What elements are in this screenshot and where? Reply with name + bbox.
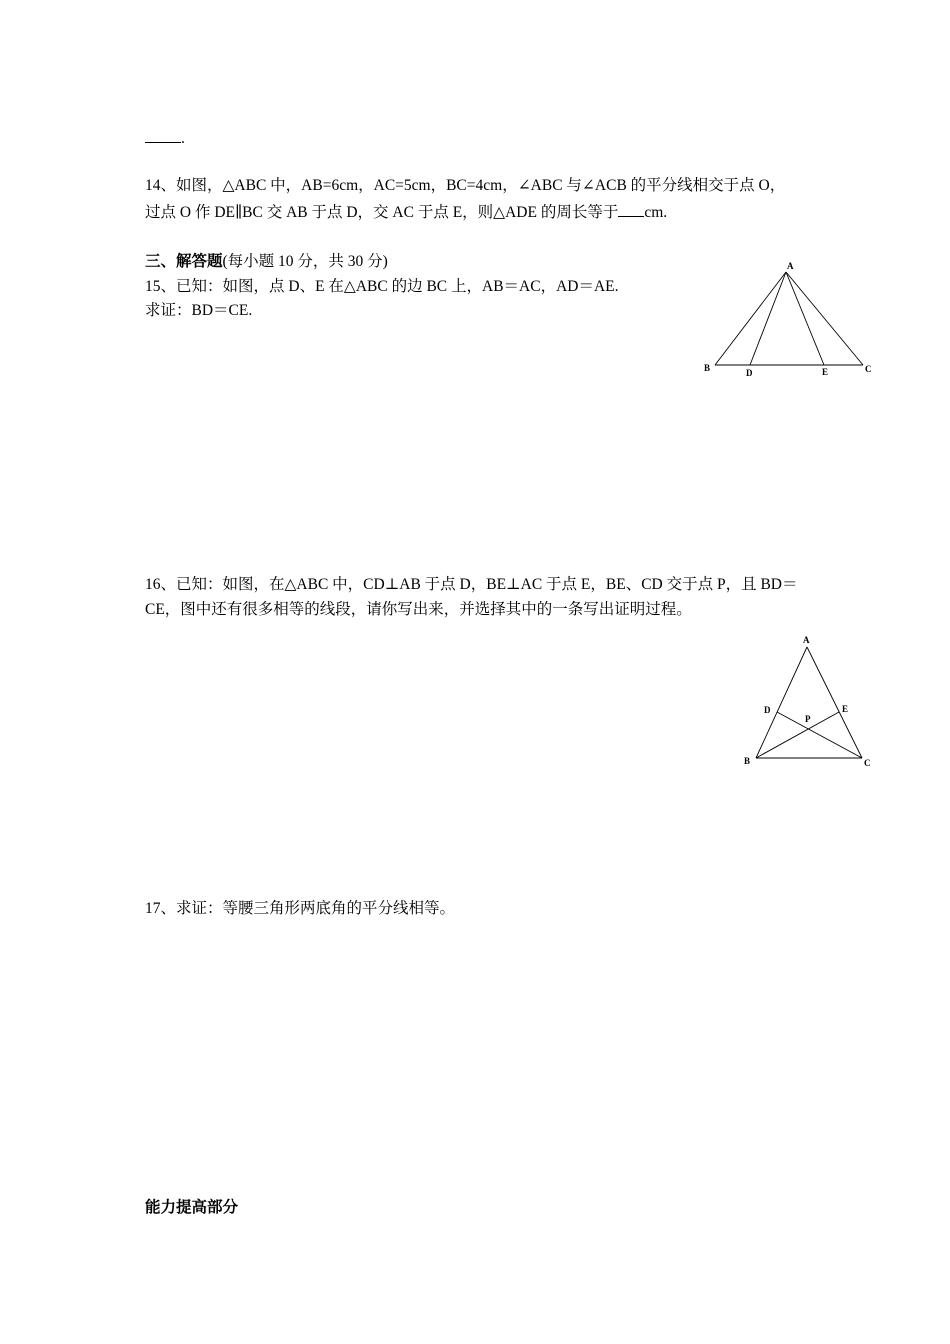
q15-label-e: E <box>822 367 829 377</box>
q15-segment-ad <box>750 272 786 365</box>
q16-label-b: B <box>744 756 751 766</box>
q16-label-p: P <box>805 714 811 724</box>
q15-line2: 求证：BD＝CE. <box>145 302 253 319</box>
q16-label-a: A <box>803 635 810 645</box>
q16-line1: 16、已知：如图，在△ABC 中，CD⊥AB 于点 D，BE⊥AC 于点 E，BE、CD 交于点 P，且 BD＝ <box>145 576 798 593</box>
section3-title: 三、解答题 <box>145 253 223 270</box>
ability-section-title: 能力提高部分 <box>145 1199 239 1216</box>
q15-side-ab <box>715 272 786 365</box>
q16-label-c: C <box>864 758 871 768</box>
q15-label-c: C <box>865 364 872 374</box>
q16-segment-cd <box>777 712 862 758</box>
answer-blank <box>145 128 181 143</box>
q16-line2: CE，图中还有很多相等的线段，请你写出来，并选择其中的一条写出证明过程。 <box>145 601 692 618</box>
q16-side-ab <box>756 647 807 758</box>
q15-label-a: A <box>787 261 794 271</box>
top-answer-line: . <box>145 128 185 149</box>
q15-segment-ae <box>786 272 824 365</box>
q15-side-ac <box>786 272 863 365</box>
q14-answer-blank <box>618 202 644 217</box>
q15-label-d: D <box>746 368 753 378</box>
q16-side-ac <box>807 647 862 758</box>
section3-header <box>145 252 388 272</box>
q16-segment-be <box>756 712 839 758</box>
q14-line2: 过点 O 作 DE∥BC 交 AB 于点 D，交 AC 于点 E，则△ADE 的周长等于 cm. <box>145 204 668 221</box>
q15-label-b: B <box>704 363 711 373</box>
q16-label-e: E <box>842 704 849 714</box>
q17-text: 17、求证：等腰三角形两底角的平分线相等。 <box>145 900 456 917</box>
q15-line1: 15、已知：如图，点 D、E 在△ABC 的边 BC 上，AB＝AC，AD＝AE. <box>145 278 619 295</box>
q16-figure <box>738 632 878 772</box>
section3-note: (每小题 10 分，共 30 分) <box>222 253 388 270</box>
q14-line1: 14、如图，△ABC 中，AB=6cm，AC=5cm，BC=4cm，∠ABC 与∠ACB 的平分线相交于点 O， <box>145 177 786 194</box>
q15-figure <box>700 258 880 380</box>
q16-label-d: D <box>764 705 771 715</box>
